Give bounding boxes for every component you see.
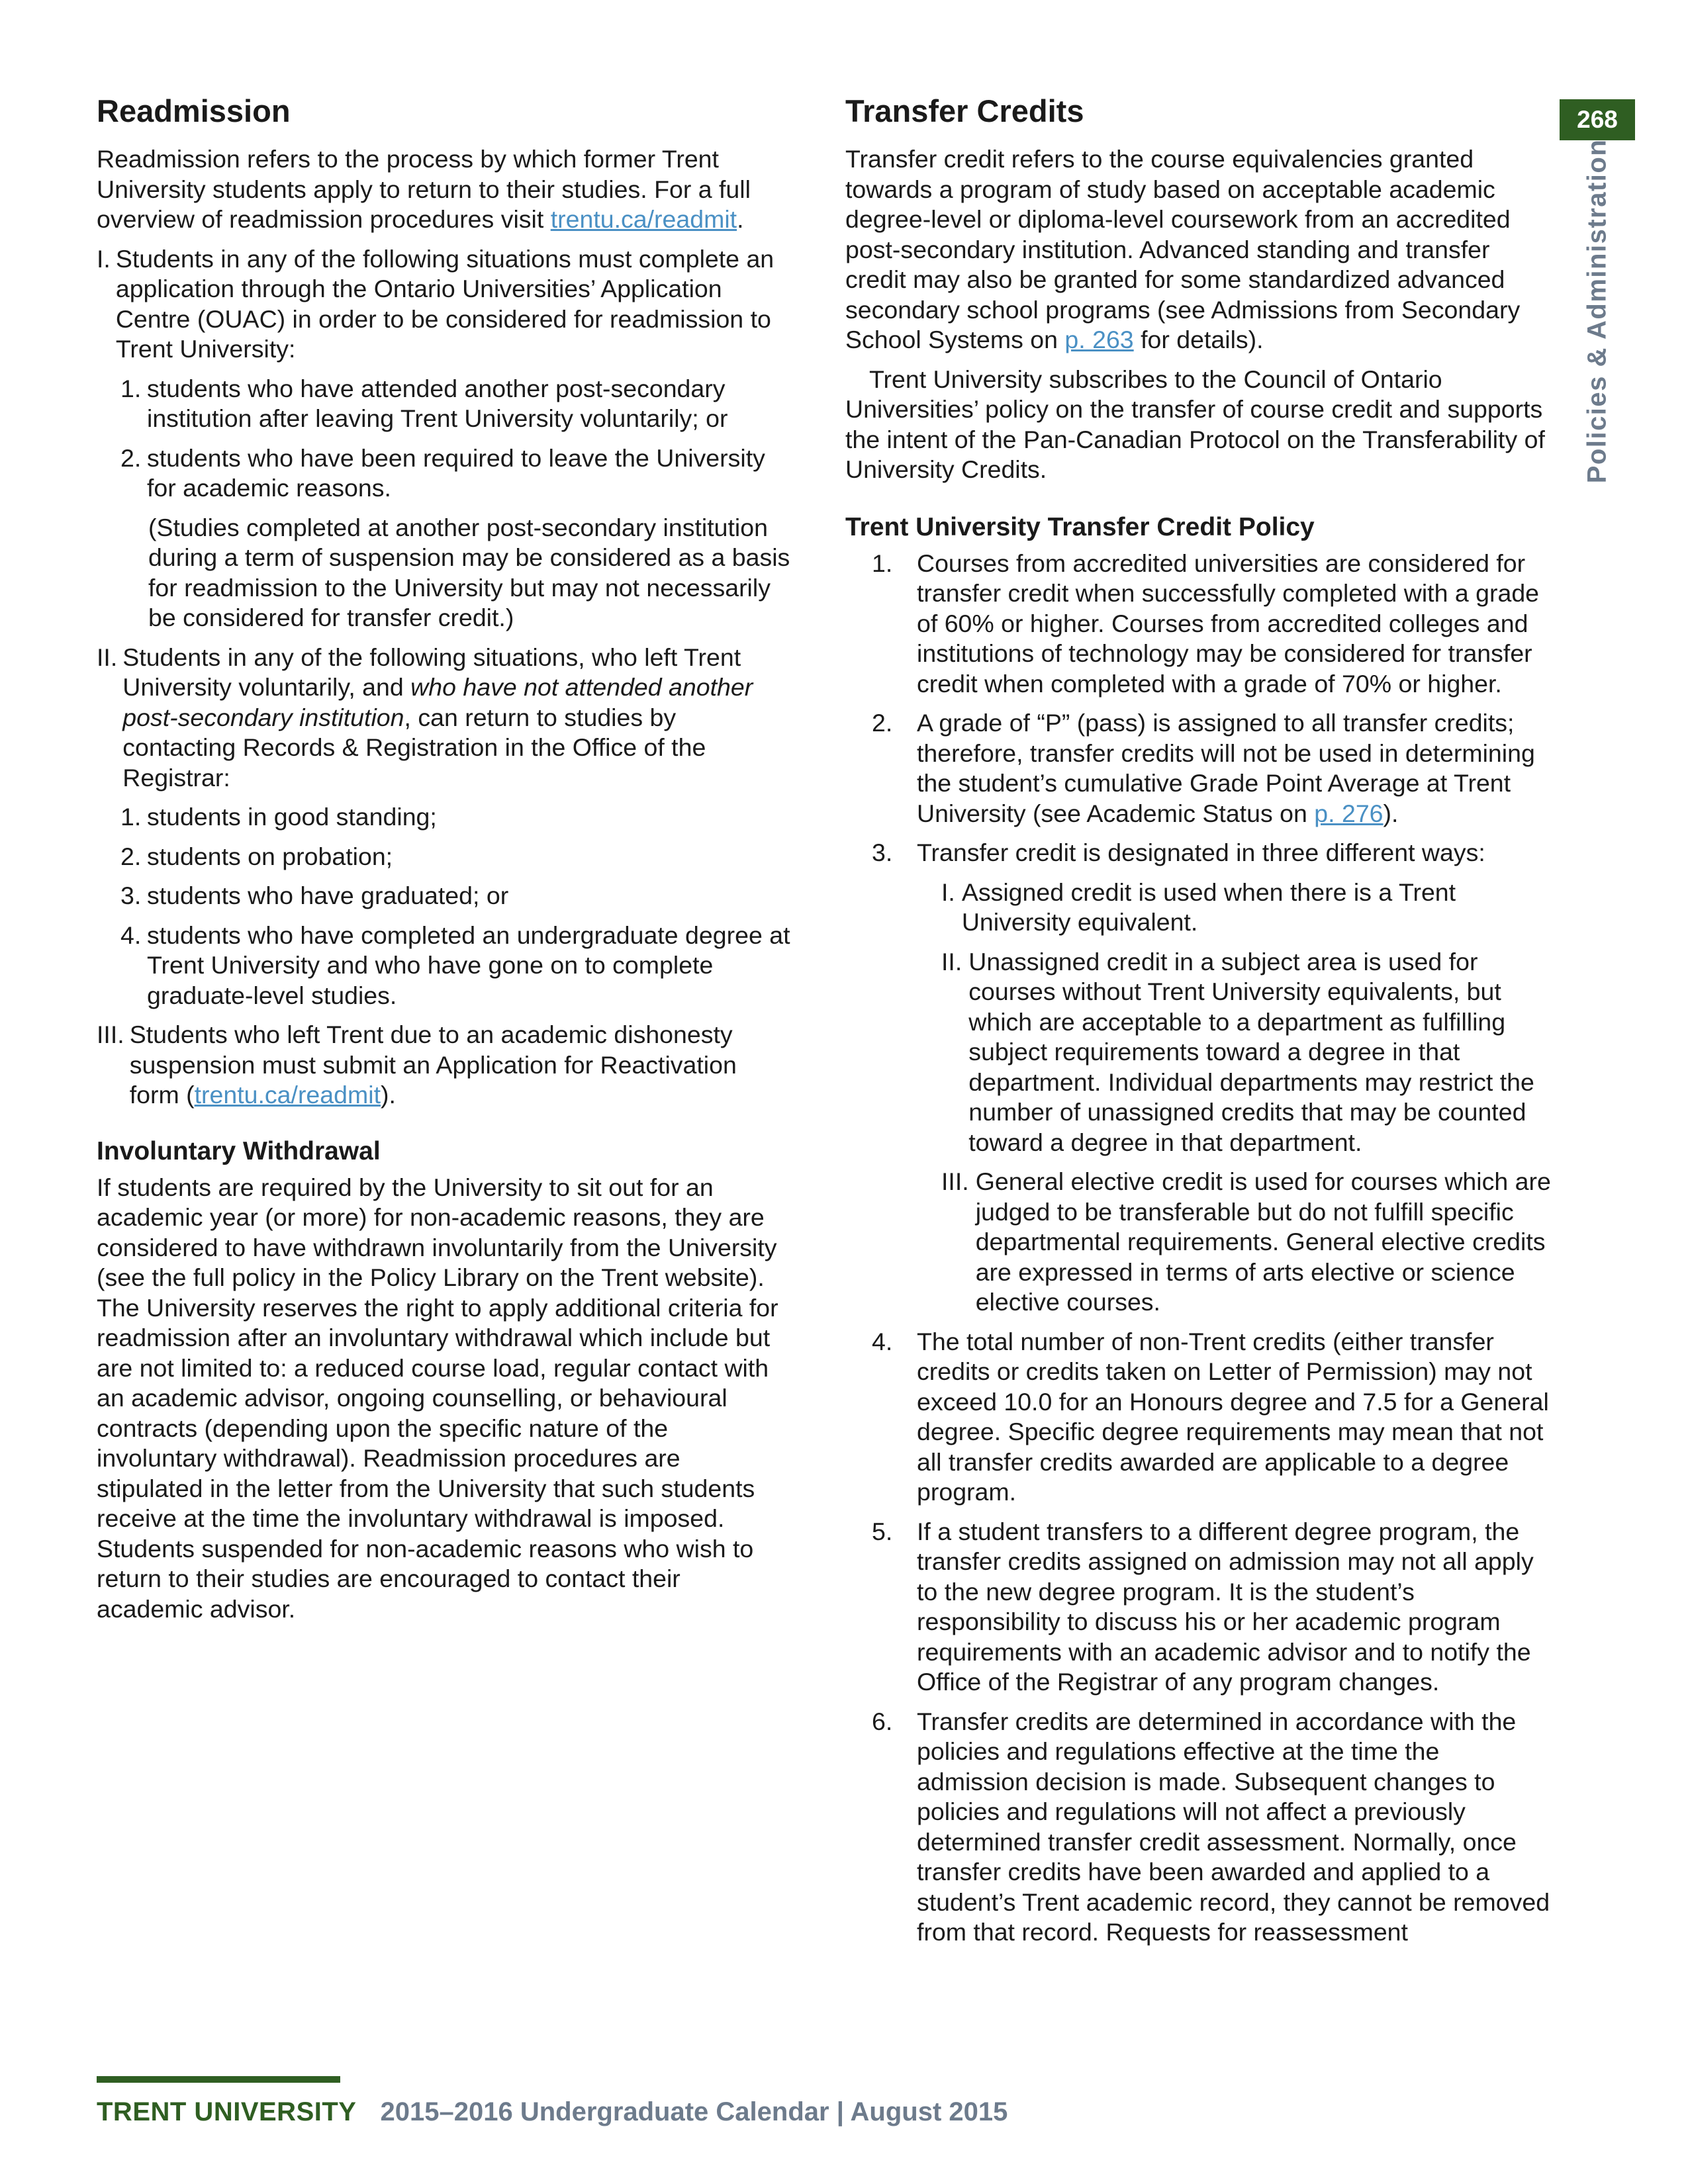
page-number-badge: 268 xyxy=(1560,99,1635,140)
footer-calendar: 2015–2016 Undergraduate Calendar | August 2015 xyxy=(380,2097,1008,2126)
involuntary-withdrawal-heading: Involuntary Withdrawal xyxy=(97,1136,381,1165)
transfer-policy-heading: Trent University Transfer Credit Policy xyxy=(845,512,1315,541)
list-item: 2. students who have been required to leave the University for academic reasons. xyxy=(120,443,765,502)
readmission-heading: Readmission xyxy=(97,93,291,128)
list-item: 4. students who have completed an undergraduate degree at Trent University and who have gone on to complete graduate-level studies. xyxy=(120,921,790,1009)
list-item: 2. students on probation; xyxy=(120,842,393,870)
readmission-item-ii: II. Students in any of the following situations, who left Trent University voluntarily, and who have not attended another post-secondary institution, can return to studies by contacting Records & Registration in the Office of the Registrar: xyxy=(97,643,753,792)
list-item: 1. Courses from accredited universities are considered for transfer credit when successfully completed with a grade of 60% or higher. Courses from accredited colleges and institutions of technology may be considered for transfer credit when completed with a grade of 70% or higher. xyxy=(872,549,1540,698)
list-item: 6. Transfer credits are determined in accordance with the policies and regulations effective at the time the admission decision is made. Subsequent changes to policies and regulations will not affect a previously determined transfer credit assessment. Normally, once transfer credits have been awarded and applied to a student’s Trent academic record, they cannot be removed from that record. Requests for reassessment xyxy=(872,1707,1550,1946)
footer-university: TRENT UNIVERSITY xyxy=(97,2097,357,2126)
list-item: 1. students who have attended another post-secondary institution after leaving Trent University voluntarily; or xyxy=(120,374,728,432)
list-item: II. Unassigned credit in a subject area is used for courses without Trent University equivalents, but which are acceptable to a department as fulfilling subject requirements toward a degree in that department. Individual departments may restrict the number of unassigned credits that may be counted toward a degree in that department. xyxy=(941,947,1534,1156)
footer xyxy=(97,2095,1008,2128)
list-item: 2. A grade of “P” (pass) is assigned to all transfer credits; therefore, transfer credits will not be used in determining the student’s cumulative Grade Point Average at Trent University (see Academic Status on p. 276). xyxy=(872,709,1535,827)
transfer-credits-heading: Transfer Credits xyxy=(845,93,1084,128)
section-side-label: Policies & Administration xyxy=(1582,138,1612,484)
list-item: 3. Transfer credit is designated in three different ways: xyxy=(872,839,1485,866)
page-263-link[interactable]: p. 263 xyxy=(1064,326,1134,353)
left-column xyxy=(97,93,792,1633)
suspension-note: (Studies completed at another post-secondary institution during a term of suspension may be considered as a basis for readmission to the University but may not necessarily be considered for transfer credit.) xyxy=(148,513,790,631)
reactivation-link[interactable]: trentu.ca/readmit xyxy=(194,1081,381,1109)
readmit-link[interactable]: trentu.ca/readmit xyxy=(550,205,737,233)
transfer-intro: Transfer credit refers to the course equivalencies granted towards a program of study based on acceptable academic degree-level or diploma-level coursework from an accredited post-secondary institution. Advanced standing and transfer credit may also be granted for some standardized advanced secondary school programs (see Admissions from Secondary School Systems on p. 263 for details). xyxy=(845,145,1521,353)
list-item: I. Assigned credit is used when there is a Trent University equivalent. xyxy=(941,878,1456,936)
transfer-protocol-text: Trent University subscribes to the Council of Ontario Universities’ policy on the transfer of course credit and supports the intent of the Pan-Canadian Protocol on the Transferability of University Credits. xyxy=(845,365,1545,483)
list-item: III. General elective credit is used for courses which are judged to be transferable but do not fulfill specific departmental requirements. General elective credits are expressed in terms of arts elective or science elective courses. xyxy=(941,1167,1551,1316)
readmission-item-iii: III. Students who left Trent due to an academic dishonesty suspension must submit an Application for Reactivation form (trentu.ca/readmit). xyxy=(97,1021,737,1109)
list-item: 3. students who have graduated; or xyxy=(120,882,509,909)
right-column xyxy=(845,93,1557,1957)
list-item: 5. If a student transfers to a different degree program, the transfer credits assigned on admission may not all apply to the new degree program. It is the student’s responsibility to discuss his or her academic program requirements with an academic advisor and to notify the Office of the Registrar of any program changes. xyxy=(872,1517,1534,1696)
readmission-item-i: I. Students in any of the following situations must complete an application through the Ontario Universities’ Application Centre (OUAC) in order to be considered for readmission to Trent University: xyxy=(97,244,774,363)
page-276-link[interactable]: p. 276 xyxy=(1314,799,1383,827)
list-item: 4. The total number of non-Trent credits (either transfer credits or credits taken on Letter of Permission) may not exceed 10.0 for an Honours degree and 7.5 for a General degree. Specific degree requirements may mean that not all transfer credits awarded are applicable to a degree program. xyxy=(872,1327,1549,1506)
list-item: 1. students in good standing; xyxy=(120,803,437,831)
involuntary-withdrawal-text: If students are required by the University to sit out for an academic year (or more) for non-academic reasons, they are considered to have withdrawn involuntarily from the University (see the full policy in the Policy Library on the Trent website). The University reserves the right to apply additional criteria for readmission after an involuntary withdrawal which include but are not limited to: a reduced course load, regular contact with an academic advisor, ongoing counselling, or behavioural contracts (depending upon the specific nature of the involuntary withdrawal). Readmission procedures are stipulated in the letter from the University that such students receive at the time the involuntary withdrawal is imposed. Students suspended for non-academic reasons who wish to return to their studies are encouraged to contact their academic advisor. xyxy=(97,1173,778,1623)
footer-rule xyxy=(97,2076,340,2083)
readmission-intro: Readmission refers to the process by which former Trent University students apply to return to their studies. For a full overview of readmission procedures visit trentu.ca/readmit. xyxy=(97,145,751,233)
